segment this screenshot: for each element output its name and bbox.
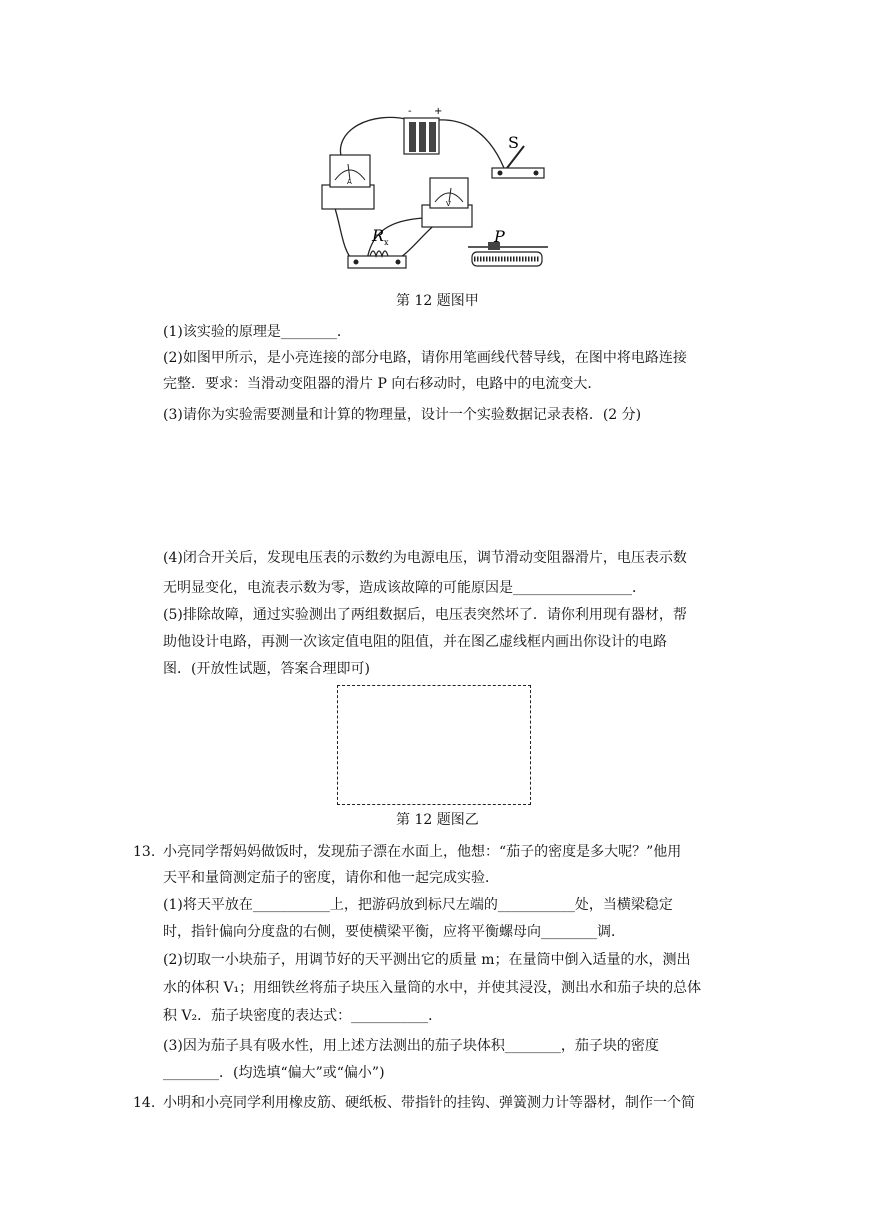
circuit-illustration xyxy=(312,100,572,285)
circuit-drawing-box xyxy=(337,685,531,805)
svg-text:A: A xyxy=(347,178,352,186)
ammeter-icon xyxy=(322,155,374,209)
voltmeter-icon xyxy=(422,178,472,227)
q13-part2-line1: (2)切取一小块茄子，用调节好的天平测出它的质量 m；在量筒中倒入适量的水，测出 xyxy=(163,952,691,968)
q13-part1-line2: 时，指针偏向分度盘的右侧，要使横梁平衡，应将平衡螺母向________调． xyxy=(163,924,625,940)
q13-part2-line3: 积 V₂．茄子块密度的表达式：___________． xyxy=(163,1008,443,1024)
q13-number: 13. xyxy=(133,844,156,860)
figure-a-caption: 第 12 题图甲 xyxy=(396,293,479,309)
q12-part4-line2: 无明显变化，电流表示数为零，造成该故障的可能原因是_________________． xyxy=(163,580,646,596)
svg-text:S: S xyxy=(508,133,519,152)
q13-part2-line2: 水的体积 V₁；用细铁丝将茄子块压入量筒的水中，并使其浸没，测出水和茄子块的总体 xyxy=(163,980,702,996)
svg-text:R: R xyxy=(372,226,385,245)
q13-intro-line2: 天平和量筒测定茄子的密度，请你和他一起完成实验． xyxy=(163,870,499,886)
svg-text:-: - xyxy=(408,106,412,117)
circuit-figure-a xyxy=(312,100,572,285)
q12-part5-line2: 助他设计电路，再测一次该定值电阻的阻值，并在图乙虚线框内画出你设计的电路 xyxy=(163,634,667,650)
q12-part2-line2: 完整．要求：当滑动变阻器的滑片 P 向右移动时，电路中的电流变大． xyxy=(163,376,602,392)
q12-part4-line1: (4)闭合开关后，发现电压表的示数约为电源电压，调节滑动变阻器滑片，电压表示数 xyxy=(163,550,687,566)
q13-part1-line1: (1)将天平放在___________上，把游码放到标尺左端的___________处，当横梁稳定 xyxy=(163,897,673,913)
svg-text:x: x xyxy=(384,238,389,247)
battery-icon xyxy=(404,106,442,154)
svg-text:V: V xyxy=(446,200,451,208)
figure-b-caption: 第 12 题图乙 xyxy=(396,812,479,828)
q13-part3-line2: ________．(均选填“偏大”或“偏小”) xyxy=(163,1065,385,1081)
q14-line1: 小明和小亮同学利用橡皮筋、硬纸板、带指针的挂钩、弹簧测力计等器材，制作一个简 xyxy=(163,1095,695,1111)
svg-text:P: P xyxy=(494,227,505,246)
q12-part5-line3: 图．(开放性试题，答案合理即可) xyxy=(163,661,370,677)
q13-part3-line1: (3)因为茄子具有吸水性，用上述方法测出的茄子块体积________，茄子块的密度 xyxy=(163,1038,659,1054)
q13-intro-line1: 小亮同学帮妈妈做饭时，发现茄子漂在水面上，他想：“茄子的密度是多大呢？”他用 xyxy=(163,844,682,860)
q12-part3: (3)请你为实验需要测量和计算的物理量，设计一个实验数据记录表格．(2 分) xyxy=(163,407,642,423)
rheostat-icon xyxy=(468,227,548,266)
q12-part5-line1: (5)排除故障，通过实验测出了两组数据后，电压表突然坏了．请你利用现有器材，帮 xyxy=(163,607,687,623)
svg-text:+: + xyxy=(434,106,443,117)
switch-icon xyxy=(492,133,544,178)
resistor-icon xyxy=(348,226,406,268)
q12-part2-line1: (2)如图甲所示，是小亮连接的部分电路，请你用笔画线代替导线，在图中将电路连接 xyxy=(163,350,687,366)
q14-number: 14. xyxy=(133,1095,156,1111)
q12-part1: (1)该实验的原理是________． xyxy=(163,324,351,340)
